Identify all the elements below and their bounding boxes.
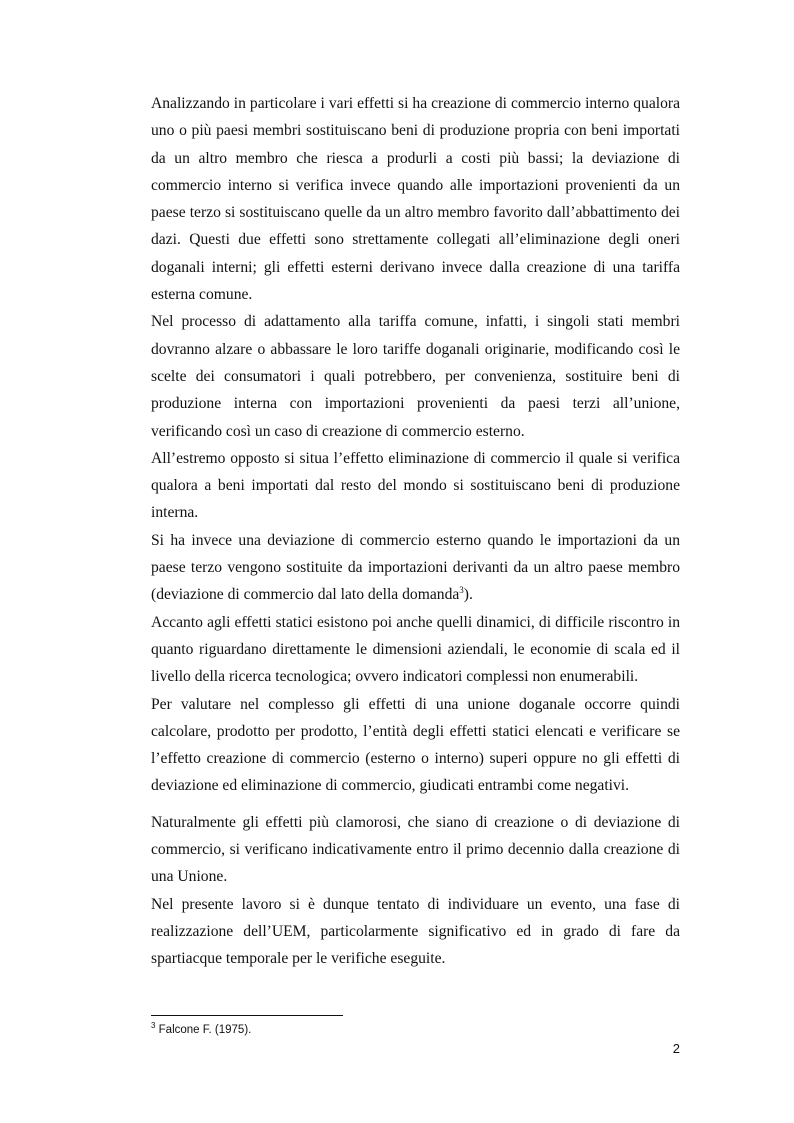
paragraph-8: Nel presente lavoro si è dunque tentato di individuare un evento, una fase di realizzazione dell’UEM, particolarmente significativo ed in grado di fare da spartiacque temporale per le verifiche eseguite. bbox=[151, 895, 680, 968]
page-number: 2 bbox=[672, 1041, 680, 1056]
footnote bbox=[151, 1022, 251, 1038]
footnote-reference: 3 bbox=[459, 585, 464, 596]
paragraph-4 bbox=[151, 527, 680, 609]
paragraph-5: Accanto agli effetti statici esistono poi anche quelli dinamici, di difficile riscontro in quanto riguardano direttamente le dimensioni aziendali, le economie di scala ed il livello della ricerca tecnologica; ovvero indicatori complessi non enumerabili. bbox=[151, 613, 680, 686]
paragraph-6: Per valutare nel complesso gli effetti di una unione doganale occorre quindi calcolare, prodotto per prodotto, l’entità degli effetti statici elencati e verificare se l’effetto creazione di commercio (esterno o interno) superi oppure no gli effetti di deviazione ed eliminazione di commercio, giudicati entrambi come negativi. bbox=[151, 695, 680, 795]
paragraph-4-text: Si ha invece una deviazione di commercio esterno quando le importazioni da un paese terzo vengono sostituite da importazioni derivanti da un altro paese membro (deviazione di commercio dal lato della domanda bbox=[151, 531, 680, 604]
paragraph-1: Analizzando in particolare i vari effetti si ha creazione di commercio interno qualora uno o più paesi membri sostituiscano beni di produzione propria con beni importati da un altro membro che riesca a produrli a costi più bassi; la deviazione di commercio interno si verifica invece quando alle importazioni provenienti da un paese terzo si sostituiscano quelle da un altro membro favorito dall’abbattimento dei dazi. Questi due effetti sono strettamente collegati all’eliminazione degli oneri doganali interni; gli effetti esterni derivano invece dalla creazione di una tariffa esterna comune. bbox=[151, 95, 680, 304]
footnote-number: 3 bbox=[151, 1021, 156, 1031]
footnote-divider bbox=[151, 1015, 343, 1016]
body-text bbox=[151, 90, 680, 973]
footnote-text: Falcone F. (1975). bbox=[158, 1024, 252, 1036]
paragraph-2: Nel processo di adattamento alla tariffa comune, infatti, i singoli stati membri dovranno alzare o abbassare le loro tariffe doganali originarie, modificando così le scelte dei consumatori i quali potrebbero, per convenienza, sostituire beni di produzione interna con importazioni provenienti da paesi terzi all’unione, verificando così un caso di creazione di commercio esterno. bbox=[151, 313, 680, 440]
paragraph-3: All’estremo opposto si situa l’effetto eliminazione di commercio il quale si verifica qualora a beni importati dal resto del mondo si sostituiscano beni di produzione interna. bbox=[151, 449, 680, 522]
paragraph-4-text-end: ). bbox=[463, 586, 473, 604]
paragraph-7: Naturalmente gli effetti più clamorosi, che siano di creazione o di deviazione di commercio, si verificano indicativamente entro il primo decennio dalla creazione di una Unione. bbox=[151, 813, 680, 886]
